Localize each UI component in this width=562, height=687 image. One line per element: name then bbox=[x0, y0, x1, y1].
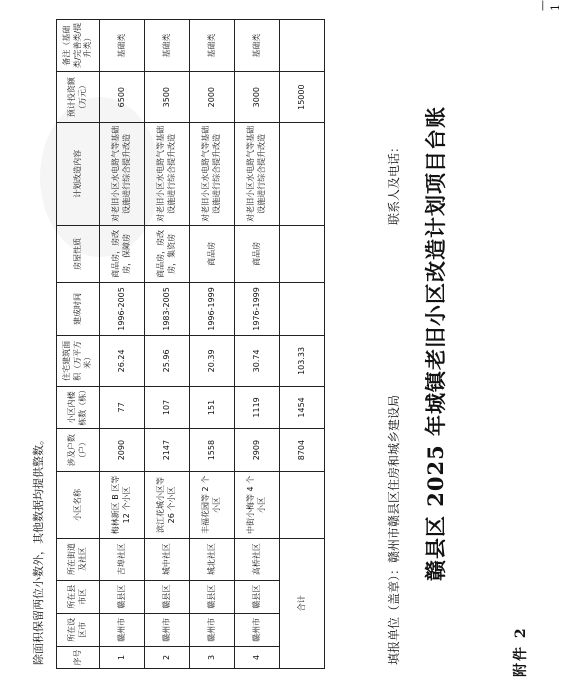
cell: 基础类 bbox=[235, 20, 280, 72]
header-cell: 所在设区市 bbox=[57, 613, 100, 646]
cell: 基础类 bbox=[190, 20, 235, 72]
cell: 1 bbox=[100, 646, 145, 668]
cell: 赣州市 bbox=[100, 613, 145, 646]
cell: 1558 bbox=[190, 428, 235, 472]
cell: 26.24 bbox=[100, 335, 145, 386]
reporting-line bbox=[385, 25, 402, 665]
cell: 2147 bbox=[145, 428, 190, 472]
header-cell: 计划改造内容 bbox=[57, 123, 100, 225]
cell: 25.96 bbox=[145, 335, 190, 386]
cell: 2 bbox=[145, 646, 190, 668]
total-investment: 15000 bbox=[280, 72, 325, 123]
cell: 151 bbox=[190, 387, 235, 429]
header-cell: 所在街道及社区 bbox=[57, 538, 100, 580]
cell bbox=[280, 20, 325, 72]
cell: 6500 bbox=[100, 72, 145, 123]
project-table bbox=[56, 19, 325, 669]
cell: 107 bbox=[145, 387, 190, 429]
header-cell: 房屋性质 bbox=[57, 225, 100, 283]
cell: 丰福花园等 2 个小区 bbox=[190, 472, 235, 538]
header-cell: 备注（基础类/完善类/提升类） bbox=[57, 20, 100, 72]
contact-label: 联系人及电话： bbox=[387, 140, 401, 225]
cell: 高桥社区 bbox=[235, 538, 280, 580]
cell: 4 bbox=[235, 646, 280, 668]
reporting-unit: 填报单位（盖章）：赣州市赣县区住房和城乡建设局 bbox=[387, 394, 401, 665]
total-households: 8704 bbox=[280, 428, 325, 472]
cell: 2090 bbox=[100, 428, 145, 472]
cell: 赣县区 bbox=[190, 580, 235, 613]
cell bbox=[280, 225, 325, 283]
cell: 3500 bbox=[145, 72, 190, 123]
page-number: — 1 bbox=[536, 0, 562, 11]
cell: 1996-2005 bbox=[100, 283, 145, 336]
cell: 商品房 bbox=[235, 225, 280, 283]
total-buildings: 1454 bbox=[280, 387, 325, 429]
cell: 2000 bbox=[190, 72, 235, 123]
cell: 赣县区 bbox=[100, 580, 145, 613]
header-cell: 所在县市区 bbox=[57, 580, 100, 613]
total-area: 103.33 bbox=[280, 335, 325, 386]
cell: 1996-1999 bbox=[190, 283, 235, 336]
cell: 滨江花城小区等 26 个小区 bbox=[145, 472, 190, 538]
table-row bbox=[190, 20, 235, 669]
header-cell: 预计投资额（万元） bbox=[57, 72, 100, 123]
header-cell: 小区名称 bbox=[57, 472, 100, 538]
document-title: 赣县区 2025 年城镇老旧小区改造计划项目台账 bbox=[423, 105, 448, 582]
cell bbox=[280, 472, 325, 538]
table-row bbox=[235, 20, 280, 669]
cell: 2909 bbox=[235, 428, 280, 472]
table-header-row bbox=[57, 20, 100, 669]
header-cell: 涉及户数（户） bbox=[57, 428, 100, 472]
table-row bbox=[145, 20, 190, 669]
cell: 30.74 bbox=[235, 335, 280, 386]
cell bbox=[280, 123, 325, 225]
cell: 赣县区 bbox=[145, 580, 190, 613]
cell: 对老旧小区水电路气等基础设施进行综合提升改造 bbox=[190, 123, 235, 225]
cell: 3000 bbox=[235, 72, 280, 123]
cell: 商品房 bbox=[190, 225, 235, 283]
cell: 中街小梅等 4 个小区 bbox=[235, 472, 280, 538]
cell: 商品房，房改房，集资房 bbox=[145, 225, 190, 283]
cell: 基础类 bbox=[145, 20, 190, 72]
cell bbox=[280, 283, 325, 336]
cell: 赣州市 bbox=[190, 613, 235, 646]
header-cell: 建成时间 bbox=[57, 283, 100, 336]
cell: 对老旧小区水电路气等基础设施进行综合提升改造 bbox=[100, 123, 145, 225]
cell: 1976-1999 bbox=[235, 283, 280, 336]
cell: 1119 bbox=[235, 387, 280, 429]
cell: 梅林新区 B 区等 12 个小区 bbox=[100, 472, 145, 538]
cell: 1983-2005 bbox=[145, 283, 190, 336]
header-cell: 序号 bbox=[57, 646, 100, 668]
table-row bbox=[100, 20, 145, 669]
cell: 对老旧小区水电路气等基础设施进行综合提升改造 bbox=[235, 123, 280, 225]
cell: 3 bbox=[190, 646, 235, 668]
cell: 对老旧小区水电路气等基础设施进行综合提升改造 bbox=[145, 123, 190, 225]
cell: 吉埠社区 bbox=[100, 538, 145, 580]
header-cell: 住宅建筑面积（万平方米） bbox=[57, 335, 100, 386]
cell: 基础类 bbox=[100, 20, 145, 72]
cell: 赣州市 bbox=[145, 613, 190, 646]
cell: 城中社区 bbox=[145, 538, 190, 580]
cell: 77 bbox=[100, 387, 145, 429]
cell: 商品房，房改房，保障房 bbox=[100, 225, 145, 283]
cell: 20.39 bbox=[190, 335, 235, 386]
header-cell: 小区内楼栋数（栋） bbox=[57, 387, 100, 429]
cell: 赣州市 bbox=[235, 613, 280, 646]
cell: 赣县区 bbox=[235, 580, 280, 613]
total-label: 合计 bbox=[280, 538, 325, 668]
footnote: 除面积保留两位小数外，其他数据均提供整数。 bbox=[32, 434, 45, 665]
attachment-label: 附件 2 bbox=[513, 626, 529, 677]
total-row bbox=[280, 20, 325, 669]
cell: 城北社区 bbox=[190, 538, 235, 580]
